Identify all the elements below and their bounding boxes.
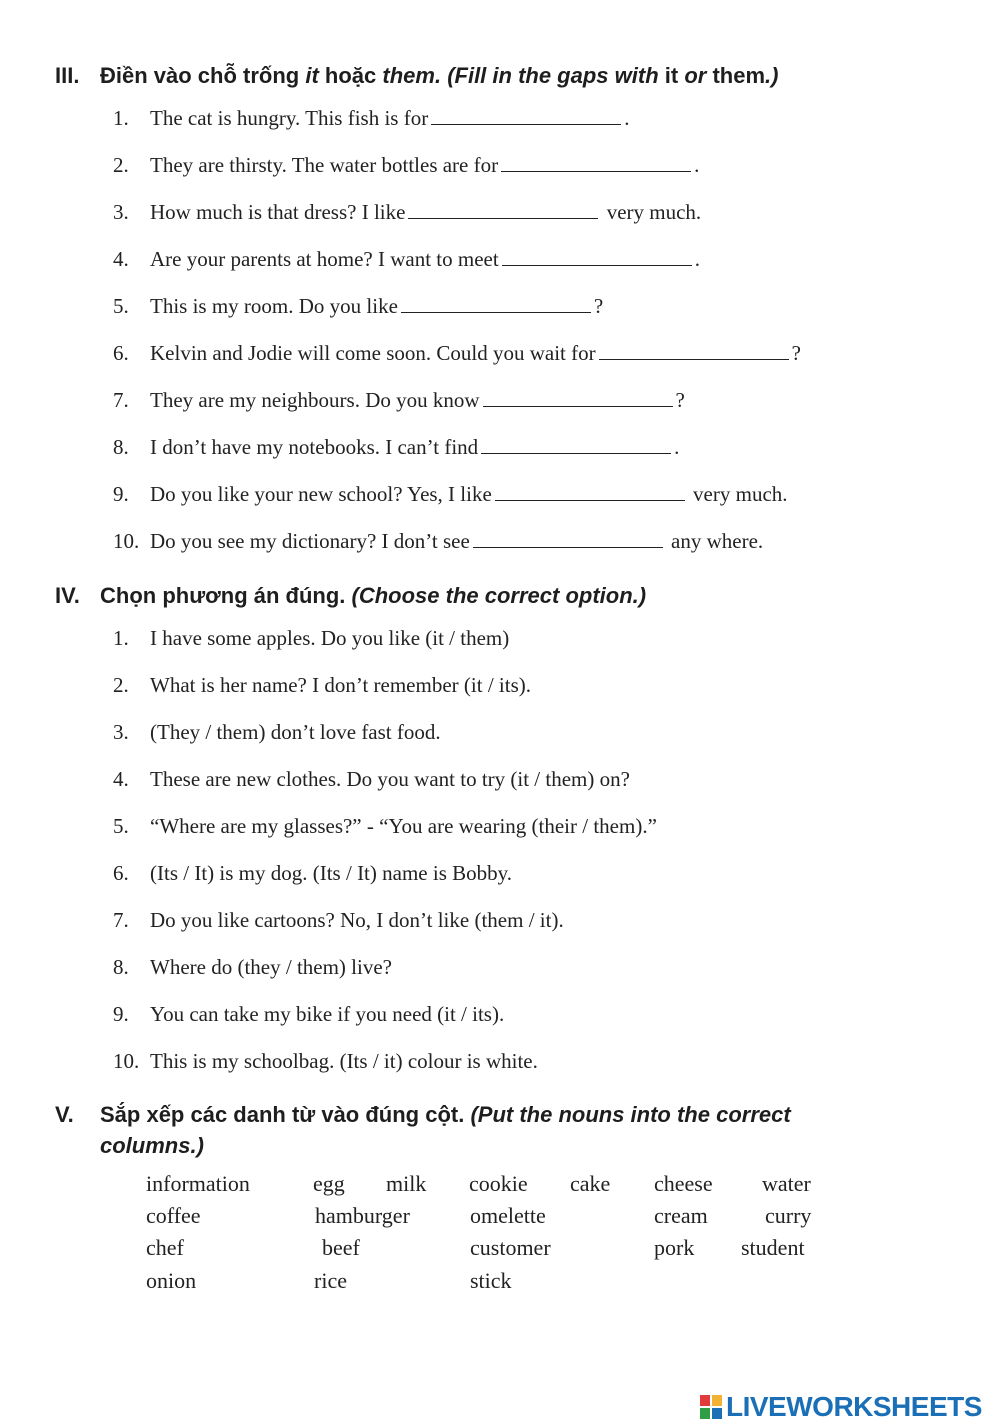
- liveworksheets-icon: [700, 1395, 722, 1419]
- item-text[interactable]: “Where are my glasses?” - “You are wearing (their / them).”: [150, 814, 657, 838]
- item-text[interactable]: I have some apples. Do you like (it / them): [150, 626, 510, 650]
- item-number: 10.: [113, 529, 140, 553]
- item-text[interactable]: You can take my bike if you need (it / its).: [150, 1002, 505, 1026]
- noun-word[interactable]: egg: [313, 1171, 345, 1196]
- noun-word[interactable]: customer: [470, 1235, 551, 1260]
- item-text[interactable]: (They / them) don’t love fast food.: [150, 720, 441, 744]
- item-number: 6.: [113, 861, 129, 885]
- choice-item: [113, 860, 512, 886]
- item-number: 3.: [113, 720, 129, 744]
- item-ending: .: [624, 106, 630, 130]
- item-text[interactable]: These are new clothes. Do you want to try (it / them) on?: [150, 767, 630, 791]
- noun-word[interactable]: chef: [146, 1235, 184, 1260]
- item-ending: .: [694, 153, 700, 177]
- section-3-heading: III. Điền vào chỗ trống it hoặc them. (Fill in the gaps with it or them.): [55, 60, 935, 91]
- gap-fill-item: [113, 105, 629, 131]
- answer-blank[interactable]: [431, 106, 621, 125]
- item-number: 2.: [113, 153, 129, 177]
- item-text[interactable]: This is my schoolbag. (Its / it) colour is white.: [150, 1049, 538, 1073]
- item-number: 9.: [113, 1002, 129, 1026]
- section-number: IV.: [55, 583, 80, 608]
- noun-word[interactable]: stick: [470, 1268, 512, 1293]
- gap-fill-item: [113, 293, 603, 319]
- choice-item: [113, 1048, 538, 1074]
- choice-item: [113, 907, 564, 933]
- item-ending: ?: [791, 341, 801, 365]
- gap-fill-item: [113, 152, 699, 178]
- item-number: 4.: [113, 767, 129, 791]
- item-text[interactable]: What is her name? I don’t remember (it / its).: [150, 673, 531, 697]
- item-text[interactable]: Where do (they / them) live?: [150, 955, 392, 979]
- noun-word[interactable]: coffee: [146, 1203, 201, 1228]
- gap-fill-item: [113, 481, 788, 507]
- answer-blank[interactable]: [502, 247, 692, 266]
- item-ending: .: [694, 247, 700, 271]
- noun-word[interactable]: rice: [314, 1268, 347, 1293]
- item-text: They are thirsty. The water bottles are for: [150, 153, 499, 177]
- item-text: Do you like your new school? Yes, I like: [150, 482, 492, 506]
- item-number: 5.: [113, 814, 129, 838]
- noun-word[interactable]: pork: [654, 1235, 695, 1260]
- item-number: 7.: [113, 388, 129, 412]
- noun-word[interactable]: student: [741, 1235, 805, 1260]
- item-number: 1.: [113, 106, 129, 130]
- liveworksheets-logo: [700, 1390, 982, 1424]
- answer-blank[interactable]: [495, 482, 685, 501]
- noun-word[interactable]: omelette: [470, 1203, 546, 1228]
- item-number: 3.: [113, 200, 129, 224]
- item-text: Are your parents at home? I want to meet: [150, 247, 499, 271]
- item-text[interactable]: (Its / It) is my dog. (Its / It) name is Bobby.: [150, 861, 513, 885]
- gap-fill-item: [113, 246, 700, 272]
- gap-fill-item: [113, 387, 685, 413]
- item-number: 2.: [113, 673, 129, 697]
- item-number: 1.: [113, 626, 129, 650]
- answer-blank[interactable]: [408, 200, 598, 219]
- choice-item: [113, 1001, 504, 1027]
- noun-word[interactable]: cookie: [469, 1171, 528, 1196]
- noun-word[interactable]: onion: [146, 1268, 197, 1293]
- item-number: 5.: [113, 294, 129, 318]
- item-number: 6.: [113, 341, 129, 365]
- gap-fill-item: [113, 199, 701, 225]
- noun-word[interactable]: cheese: [654, 1171, 713, 1196]
- logo-text: LIVEWORKSHEETS: [726, 1391, 982, 1422]
- item-ending: very much.: [601, 200, 702, 224]
- noun-word[interactable]: curry: [765, 1203, 812, 1228]
- noun-word[interactable]: milk: [386, 1171, 427, 1196]
- noun-word[interactable]: cake: [570, 1171, 611, 1196]
- choice-item: [113, 719, 441, 745]
- noun-word[interactable]: cream: [654, 1203, 708, 1228]
- item-text: How much is that dress? I like: [150, 200, 406, 224]
- choice-item: [113, 954, 392, 980]
- gap-fill-item: [113, 528, 763, 554]
- answer-blank[interactable]: [501, 153, 691, 172]
- noun-word[interactable]: beef: [322, 1235, 360, 1260]
- choice-item: [113, 766, 630, 792]
- item-number: 8.: [113, 955, 129, 979]
- answer-blank[interactable]: [481, 435, 671, 454]
- answer-blank[interactable]: [401, 294, 591, 313]
- item-text: The cat is hungry. This fish is for: [150, 106, 429, 130]
- answer-blank[interactable]: [599, 341, 789, 360]
- noun-word[interactable]: water: [762, 1171, 811, 1196]
- answer-blank[interactable]: [483, 388, 673, 407]
- item-ending: any where.: [665, 529, 764, 553]
- choice-item: [113, 813, 657, 839]
- item-text: They are my neighbours. Do you know: [150, 388, 480, 412]
- item-ending: very much.: [687, 482, 788, 506]
- item-number: 10.: [113, 1049, 140, 1073]
- gap-fill-item: [113, 434, 679, 460]
- item-number: 7.: [113, 908, 129, 932]
- item-text: Kelvin and Jodie will come soon. Could you wait for: [150, 341, 596, 365]
- gap-fill-item: [113, 340, 801, 366]
- item-ending: .: [674, 435, 680, 459]
- item-text[interactable]: Do you like cartoons? No, I don’t like (them / it).: [150, 908, 564, 932]
- section-4-heading: IV. Chọn phương án đúng. (Choose the correct option.): [55, 580, 935, 611]
- noun-word[interactable]: hamburger: [315, 1203, 410, 1228]
- section-number: III.: [55, 63, 80, 88]
- section-5-heading: V. Sắp xếp các danh từ vào đúng cột. (Put the nouns into the correct columns.): [55, 1099, 935, 1161]
- item-number: 4.: [113, 247, 129, 271]
- item-text: I don’t have my notebooks. I can’t find: [150, 435, 479, 459]
- choice-item: [113, 625, 509, 651]
- item-ending: ?: [593, 294, 604, 318]
- item-text: This is my room. Do you like: [150, 294, 398, 318]
- item-number: 9.: [113, 482, 129, 506]
- section-number: V.: [55, 1102, 74, 1127]
- choice-item: [113, 672, 531, 698]
- item-number: 8.: [113, 435, 129, 459]
- noun-word[interactable]: information: [146, 1171, 250, 1196]
- item-ending: ?: [675, 388, 685, 412]
- item-text: Do you see my dictionary? I don’t see: [150, 529, 470, 553]
- answer-blank[interactable]: [473, 529, 663, 548]
